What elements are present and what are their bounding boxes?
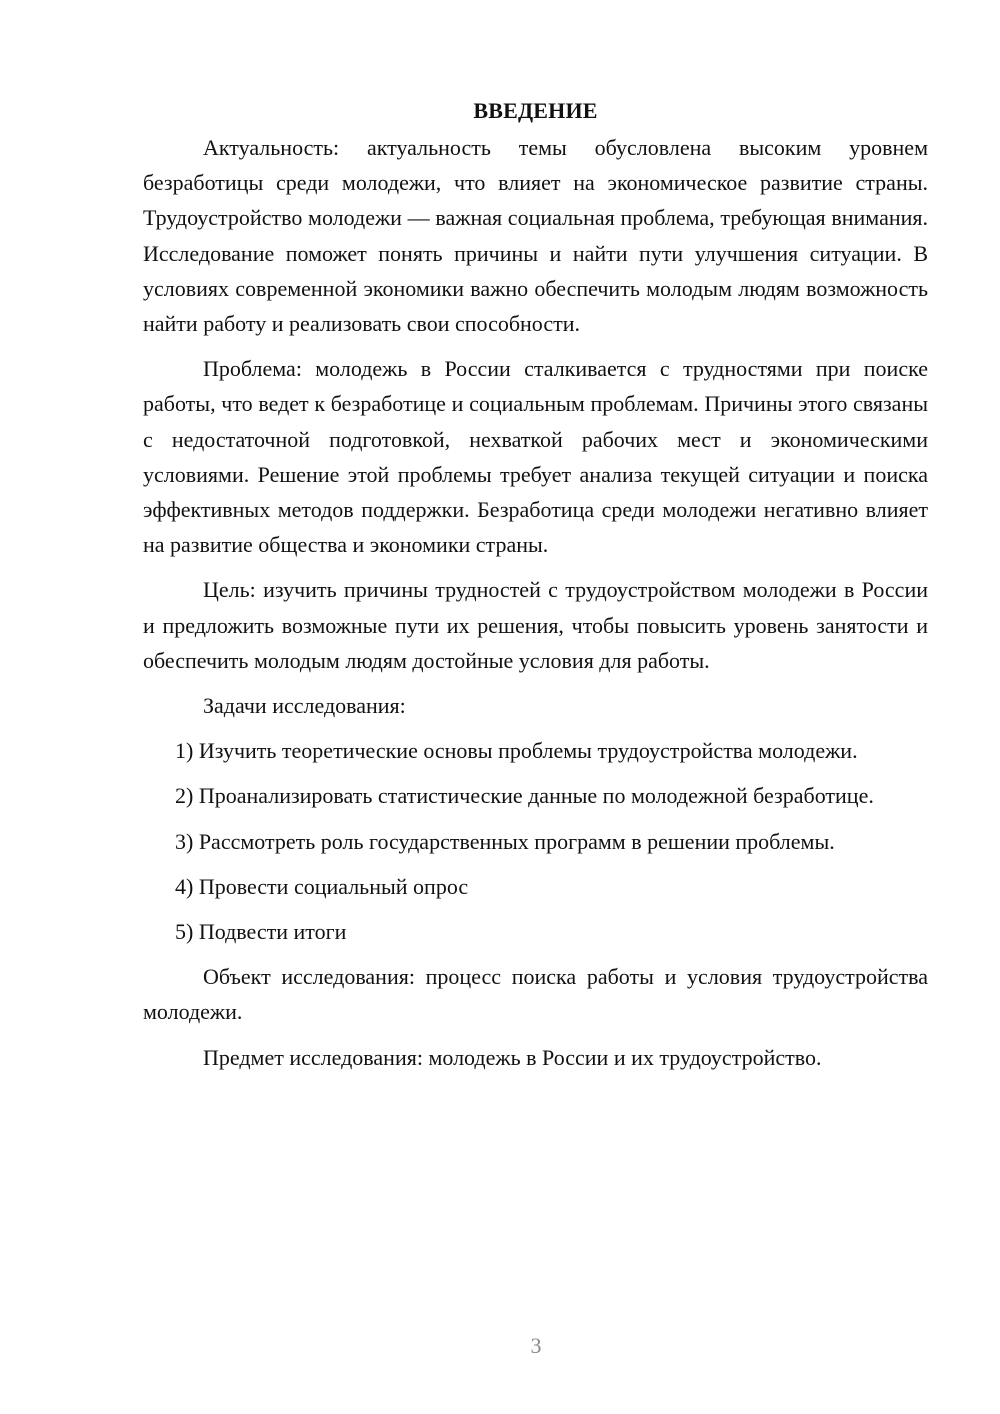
page-content (143, 94, 928, 1085)
tasks-list (143, 733, 928, 949)
task-item: 5) Подвести итоги (175, 919, 347, 945)
page-title: ВВЕДЕНИЕ (473, 98, 598, 123)
page-number: 3 (530, 1333, 542, 1358)
subject-paragraph: Предмет исследования: молодежь в России и их трудоустройство. (203, 1044, 822, 1070)
task-item: 2) Проанализировать статистические данные по молодежной безработице. (175, 783, 874, 809)
task-item: 3) Рассмотреть роль государственных программ в решении проблемы. (175, 828, 835, 854)
goal-paragraph: Цель: изучить причины трудностей с трудоустройством молодежи в России и предложить возможные пути их решения, чтобы повысить уровень занятости и обеспечить молодым людям достойные условия для работы. (143, 577, 928, 673)
tasks-heading: Задачи исследования: (203, 693, 406, 719)
object-paragraph: Объект исследования: процесс поиска работы и условия трудоустройства молодежи. (143, 964, 928, 1025)
task-item: 1) Изучить теоретические основы проблемы трудоустройства молодежи. (175, 738, 858, 764)
relevance-paragraph: Актуальность: актуальность темы обусловлена высоким уровнем безработицы среди молодежи, что влияет на экономическое развитие страны. Трудоустройство молодежи — важная социальная проблема, требующая внимания. Исследование поможет понять причины и найти пути улучшения ситуации. В условиях современной экономики важно обеспечить молодым людям возможность найти работу и реализовать свои способности. (143, 135, 928, 337)
problem-paragraph: Проблема: молодежь в России сталкивается с трудностями при поиске работы, что ведет к безработице и социальным проблемам. Причины этого связаны с недостаточной подготовкой, нехваткой рабочих мест и экономическими условиями. Решение этой проблемы требует анализа текущей ситуации и поиска эффективных методов поддержки. Безработица среди молодежи негативно влияет на развитие общества и экономики страны. (143, 356, 928, 558)
task-item: 4) Провести социальный опрос (175, 873, 469, 899)
